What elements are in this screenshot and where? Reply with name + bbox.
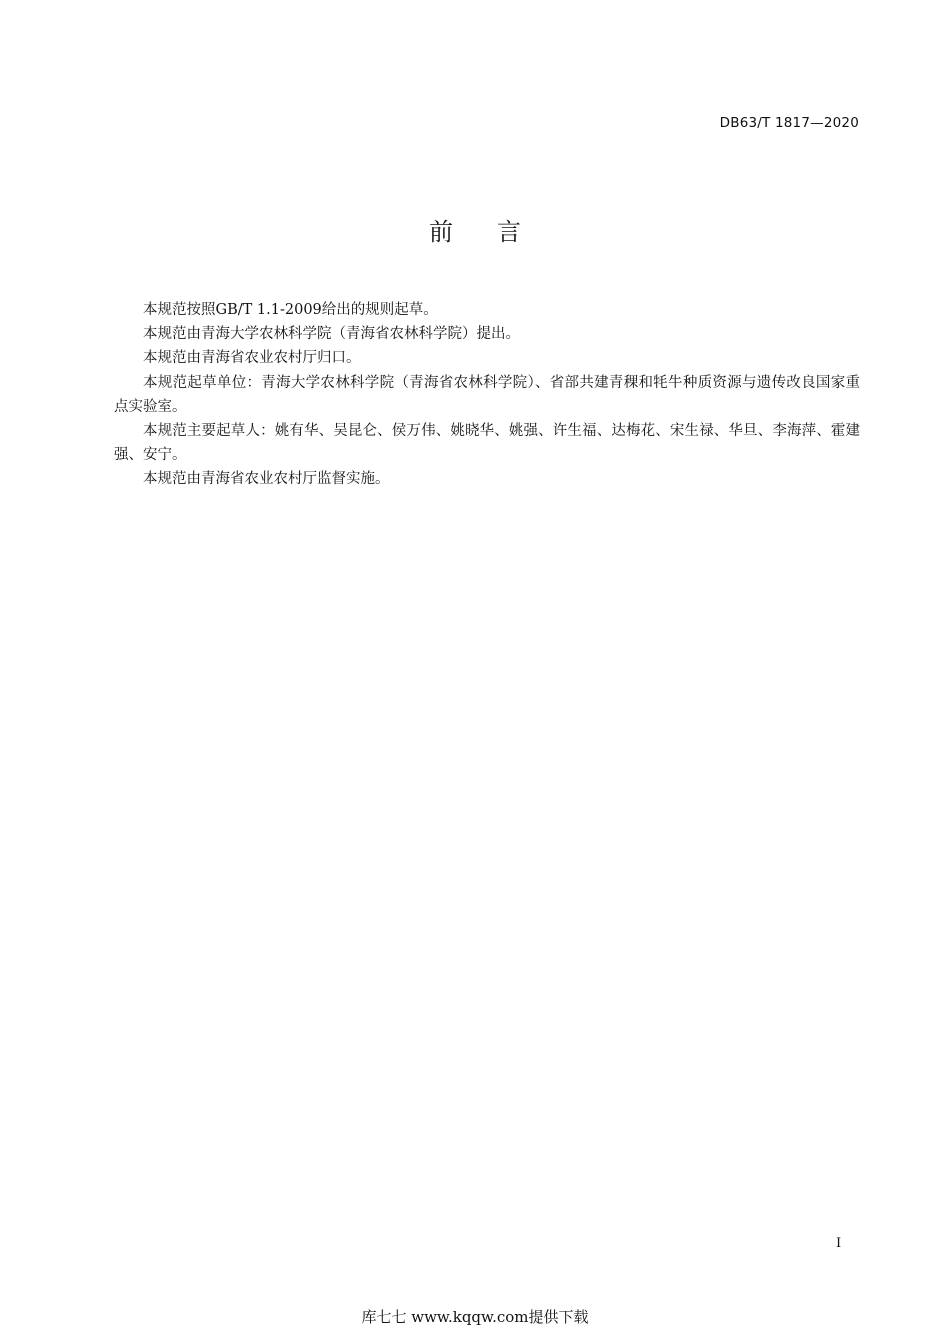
paragraph-drafting-rules: 本规范按照GB/T 1.1-2009给出的规则起草。 [143,302,438,318]
page-number: I [836,1236,842,1251]
paragraph-drafting-units: 本规范起草单位：青海大学农林科学院（青海省农林科学院）、省部共建青稞和牦牛种质资源与遗传改良国家重点实验室。 [114,374,860,415]
foreword-body [114,298,860,492]
document-code: DB63/T 1817—2020 [719,115,859,131]
footer-download-note: 库七七 www.kqqw.com提供下载 [361,1308,589,1326]
paragraph-proposed-by: 本规范由青海大学农林科学院（青海省农林科学院）提出。 [143,326,520,343]
page-title [0,212,950,247]
paragraph-supervision: 本规范由青海省农业农村厅监督实施。 [143,471,390,488]
paragraph-drafters: 本规范主要起草人：姚有华、吴昆仑、侯万伟、姚晓华、姚强、许生福、达梅花、宋生禄、华旦、李海萍、霍建强、安宁。 [114,423,860,464]
page-title-char-1: 前 [429,218,453,246]
page-title-char-2: 言 [497,218,521,246]
paragraph-under-jurisdiction: 本规范由青海省农业农村厅归口。 [143,350,361,367]
